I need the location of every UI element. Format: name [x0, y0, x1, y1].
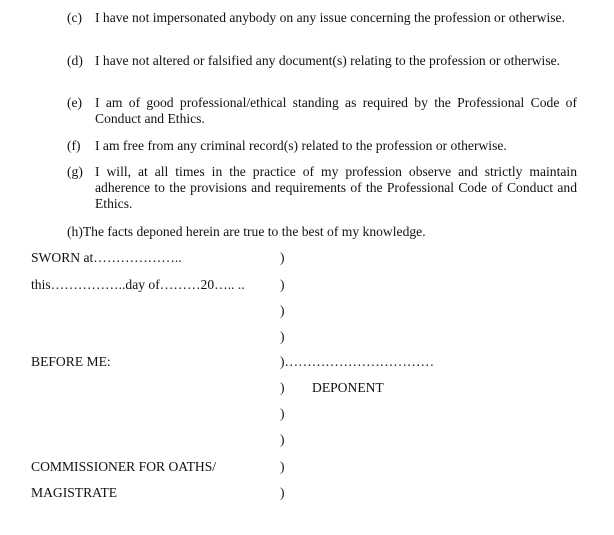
clause-g	[67, 164, 577, 212]
clause-text: I have not altered or falsified any document(s) relating to the profession or otherwise.	[95, 53, 561, 68]
date-line: this……………..day of………20….. ..	[31, 277, 245, 292]
bracket: )	[280, 303, 285, 318]
clause-label: (c)	[67, 10, 83, 25]
clause-text: I am of good professional/ethical standing as required by the Professional Code of Conduct and Ethics.	[95, 95, 577, 126]
deponent-label: DEPONENT	[312, 380, 384, 395]
clause-f	[67, 138, 577, 154]
deponent-signature-line: )……………………………	[280, 354, 435, 369]
clause-label: (e)	[67, 95, 83, 110]
clause-d	[67, 53, 577, 69]
clause-c	[67, 10, 577, 26]
bracket: )	[280, 485, 285, 500]
clause-h: (h)The facts deponed herein are true to the best of my knowledge.	[67, 224, 426, 239]
clause-label: (g)	[67, 164, 83, 179]
clause-label: (f)	[67, 138, 81, 153]
before-me-label: BEFORE ME:	[31, 354, 111, 369]
clause-text: I have not impersonated anybody on any issue concerning the profession or otherwise.	[95, 10, 565, 25]
clause-text: I am free from any criminal record(s) related to the profession or otherwise.	[95, 138, 507, 153]
bracket: )	[280, 380, 285, 395]
clause-text: I will, at all times in the practice of my profession observe and strictly maintain adherence to the provisions and requirements of the Professional Code of Conduct and Ethics.	[95, 164, 577, 211]
bracket: )	[280, 329, 285, 344]
clause-e	[67, 95, 577, 127]
clause-label: (d)	[67, 53, 83, 68]
bracket: )	[280, 459, 285, 474]
bracket: )	[280, 277, 285, 292]
bracket: )	[280, 406, 285, 421]
bracket: )	[280, 250, 285, 265]
sworn-at-line: SWORN at………………..	[31, 250, 182, 265]
bracket: )	[280, 432, 285, 447]
magistrate-label: MAGISTRATE	[31, 485, 118, 500]
commissioner-label: COMMISSIONER FOR OATHS/	[31, 459, 217, 474]
